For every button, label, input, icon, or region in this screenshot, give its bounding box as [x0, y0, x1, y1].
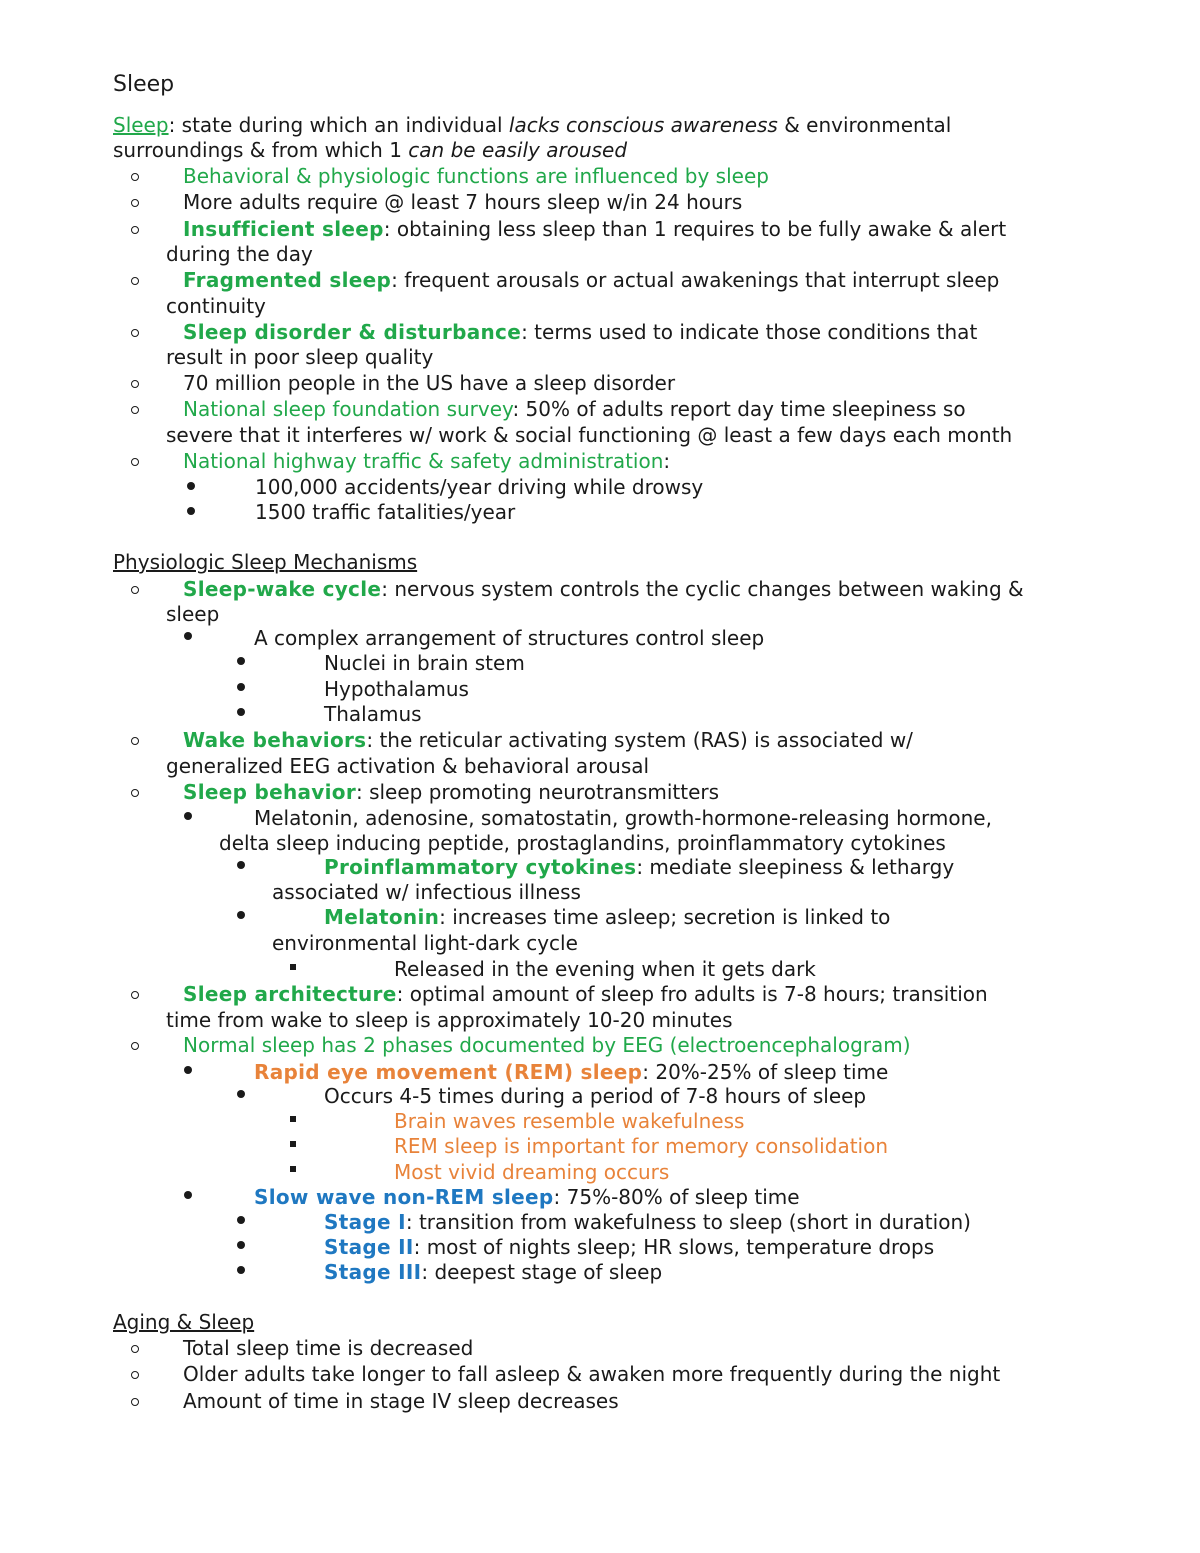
square-bullet-icon: [290, 1116, 296, 1122]
square-bullet-icon: [290, 1141, 296, 1147]
disc-bullet-icon: [187, 482, 195, 490]
list-item: [183, 577, 1024, 602]
circle-bullet-icon: [131, 199, 139, 207]
square-bullet-icon: [290, 964, 296, 970]
disc-bullet-icon: [184, 632, 192, 640]
item-text: : most of nights sleep; HR slows, temperature drops: [413, 1235, 935, 1259]
list-item: [183, 982, 988, 1007]
item-text: : obtaining less sleep than 1 requires to be fully awake & alert: [383, 217, 1007, 241]
term-sleep-architecture: Sleep architecture: [183, 982, 397, 1006]
term-wake-behaviors: Wake behaviors: [183, 728, 367, 752]
list-item: Brain waves resemble wakefulness: [394, 1109, 745, 1133]
circle-bullet-icon: [131, 789, 139, 797]
list-item: Total sleep time is decreased: [183, 1336, 474, 1360]
circle-bullet-icon: [131, 380, 139, 388]
list-item: Normal sleep has 2 phases documented by EEG (electroencephalogram): [183, 1033, 911, 1057]
list-item: 1500 traffic fatalities/year: [255, 500, 516, 524]
list-item: More adults require @ least 7 hours sleep w/in 24 hours: [183, 190, 743, 214]
circle-bullet-icon: [131, 991, 139, 999]
disc-bullet-icon: [237, 1266, 245, 1274]
list-item-continuation: environmental light-dark cycle: [272, 931, 578, 955]
item-text: : 20%-25% of sleep time: [642, 1060, 889, 1084]
circle-bullet-icon: [131, 458, 139, 466]
list-item-continuation: result in poor sleep quality: [166, 345, 434, 369]
list-item: [324, 855, 954, 880]
disc-bullet-icon: [237, 861, 245, 869]
list-item: [324, 1210, 971, 1235]
list-item: [183, 268, 999, 293]
item-text: : the reticular activating system (RAS) is associated w/: [366, 728, 913, 752]
item-text: : sleep promoting neurotransmitters: [355, 780, 720, 804]
item-text: : optimal amount of sleep fro adults is 7-8 hours; transition: [396, 982, 988, 1006]
circle-bullet-icon: [131, 406, 139, 414]
def-text-c: & environmental: [777, 113, 952, 137]
list-item: Behavioral & physiologic functions are influenced by sleep: [183, 164, 769, 188]
circle-bullet-icon: [131, 1371, 139, 1379]
disc-bullet-icon: [237, 1241, 245, 1249]
item-text: : nervous system controls the cyclic changes between waking &: [381, 577, 1024, 601]
list-item: [324, 1260, 662, 1285]
sleep-term: Sleep: [113, 113, 169, 137]
term-rem-sleep: Rapid eye movement (REM) sleep: [254, 1060, 643, 1084]
circle-bullet-icon: [131, 173, 139, 181]
item-text: : transition from wakefulness to sleep (short in duration): [405, 1210, 971, 1234]
list-item: Melatonin, adenosine, somatostatin, growth-hormone-releasing hormone,: [254, 806, 992, 830]
item-text: : mediate sleepiness & lethargy: [636, 855, 955, 879]
sleep-definition-line-1: [113, 113, 951, 138]
item-text: :: [663, 449, 671, 473]
disc-bullet-icon: [237, 1216, 245, 1224]
item-text: : increases time asleep; secretion is linked to: [439, 905, 891, 929]
term-sleep-wake-cycle: Sleep-wake cycle: [183, 577, 382, 601]
list-item-continuation: generalized EEG activation & behavioral arousal: [166, 754, 650, 778]
sleep-definition-line-2: [113, 138, 627, 163]
list-item: [183, 320, 977, 345]
list-item: [183, 449, 670, 474]
term-melatonin: Melatonin: [324, 905, 440, 929]
list-item: REM sleep is important for memory consolidation: [394, 1134, 889, 1158]
disc-bullet-icon: [184, 1066, 192, 1074]
circle-bullet-icon: [131, 737, 139, 745]
item-text: : 75%-80% of sleep time: [553, 1185, 800, 1209]
list-item-continuation: sleep: [166, 602, 220, 626]
square-bullet-icon: [290, 1166, 296, 1172]
term-nhtsa: National highway traffic & safety administration: [183, 449, 664, 473]
list-item: [183, 217, 1006, 242]
def-text-d: surroundings & from which 1: [113, 138, 409, 162]
list-item: Released in the evening when it gets dark: [394, 957, 816, 981]
circle-bullet-icon: [131, 586, 139, 594]
item-text: : frequent arousals or actual awakenings that interrupt sleep: [391, 268, 1000, 292]
term-slow-wave-sleep: Slow wave non-REM sleep: [254, 1185, 554, 1209]
term-insufficient-sleep: Insufficient sleep: [183, 217, 384, 241]
disc-bullet-icon: [237, 911, 245, 919]
disc-bullet-icon: [237, 1090, 245, 1098]
list-item-continuation: severe that it interferes w/ work & social functioning @ least a few days each month: [166, 423, 1013, 447]
list-item: Most vivid dreaming occurs: [394, 1160, 670, 1184]
list-item: Nuclei in brain stem: [324, 651, 525, 675]
circle-bullet-icon: [131, 277, 139, 285]
list-item: 70 million people in the US have a sleep disorder: [183, 371, 676, 395]
disc-bullet-icon: [184, 812, 192, 820]
item-text: : deepest stage of sleep: [421, 1260, 663, 1284]
disc-bullet-icon: [187, 507, 195, 515]
circle-bullet-icon: [131, 329, 139, 337]
list-item: [254, 1185, 800, 1210]
list-item-continuation: delta sleep inducing peptide, prostaglandins, proinflammatory cytokines: [219, 831, 946, 855]
disc-bullet-icon: [237, 657, 245, 665]
circle-bullet-icon: [131, 226, 139, 234]
def-text-a: : state during which an individual: [168, 113, 509, 137]
list-item: [324, 1235, 934, 1260]
list-item: 100,000 accidents/year driving while drowsy: [255, 475, 704, 499]
disc-bullet-icon: [237, 683, 245, 691]
item-text: : terms used to indicate those conditions that: [521, 320, 978, 344]
list-item: A complex arrangement of structures control sleep: [254, 626, 765, 650]
circle-bullet-icon: [131, 1042, 139, 1050]
section-heading: Physiologic Sleep Mechanisms: [113, 550, 418, 574]
term-proinflammatory-cytokines: Proinflammatory cytokines: [324, 855, 637, 879]
list-item-continuation: time from wake to sleep is approximately 10-20 minutes: [166, 1008, 733, 1032]
term-sleep-behavior: Sleep behavior: [183, 780, 356, 804]
list-item: Older adults take longer to fall asleep & awaken more frequently during the night: [183, 1362, 1001, 1386]
circle-bullet-icon: [131, 1345, 139, 1353]
list-item-continuation: continuity: [166, 294, 266, 318]
document-title: Sleep: [113, 72, 175, 97]
list-item-continuation: during the day: [166, 242, 313, 266]
term-sleep-disorder: Sleep disorder & disturbance: [183, 320, 522, 344]
section-heading: Aging & Sleep: [113, 1310, 255, 1334]
circle-bullet-icon: [131, 1398, 139, 1406]
def-text-e: can be easily aroused: [408, 138, 628, 162]
term-stage-3: Stage III: [324, 1260, 422, 1284]
list-item: Amount of time in stage IV sleep decreases: [183, 1389, 619, 1413]
term-fragmented-sleep: Fragmented sleep: [183, 268, 392, 292]
list-item: Thalamus: [324, 702, 422, 726]
def-text-b: lacks conscious awareness: [508, 113, 778, 137]
list-item: [183, 780, 719, 805]
list-item: [324, 905, 890, 930]
term-stage-1: Stage I: [324, 1210, 406, 1234]
list-item: Occurs 4-5 times during a period of 7-8 hours of sleep: [324, 1084, 867, 1108]
list-item-continuation: associated w/ infectious illness: [272, 880, 581, 904]
disc-bullet-icon: [237, 708, 245, 716]
list-item: [254, 1060, 888, 1085]
item-text: : 50% of adults report day time sleepiness so: [512, 397, 966, 421]
list-item: Hypothalamus: [324, 677, 469, 701]
term-stage-2: Stage II: [324, 1235, 414, 1259]
list-item: [183, 397, 966, 422]
term-nsf-survey: National sleep foundation survey: [183, 397, 513, 421]
disc-bullet-icon: [184, 1191, 192, 1199]
list-item: [183, 728, 913, 753]
